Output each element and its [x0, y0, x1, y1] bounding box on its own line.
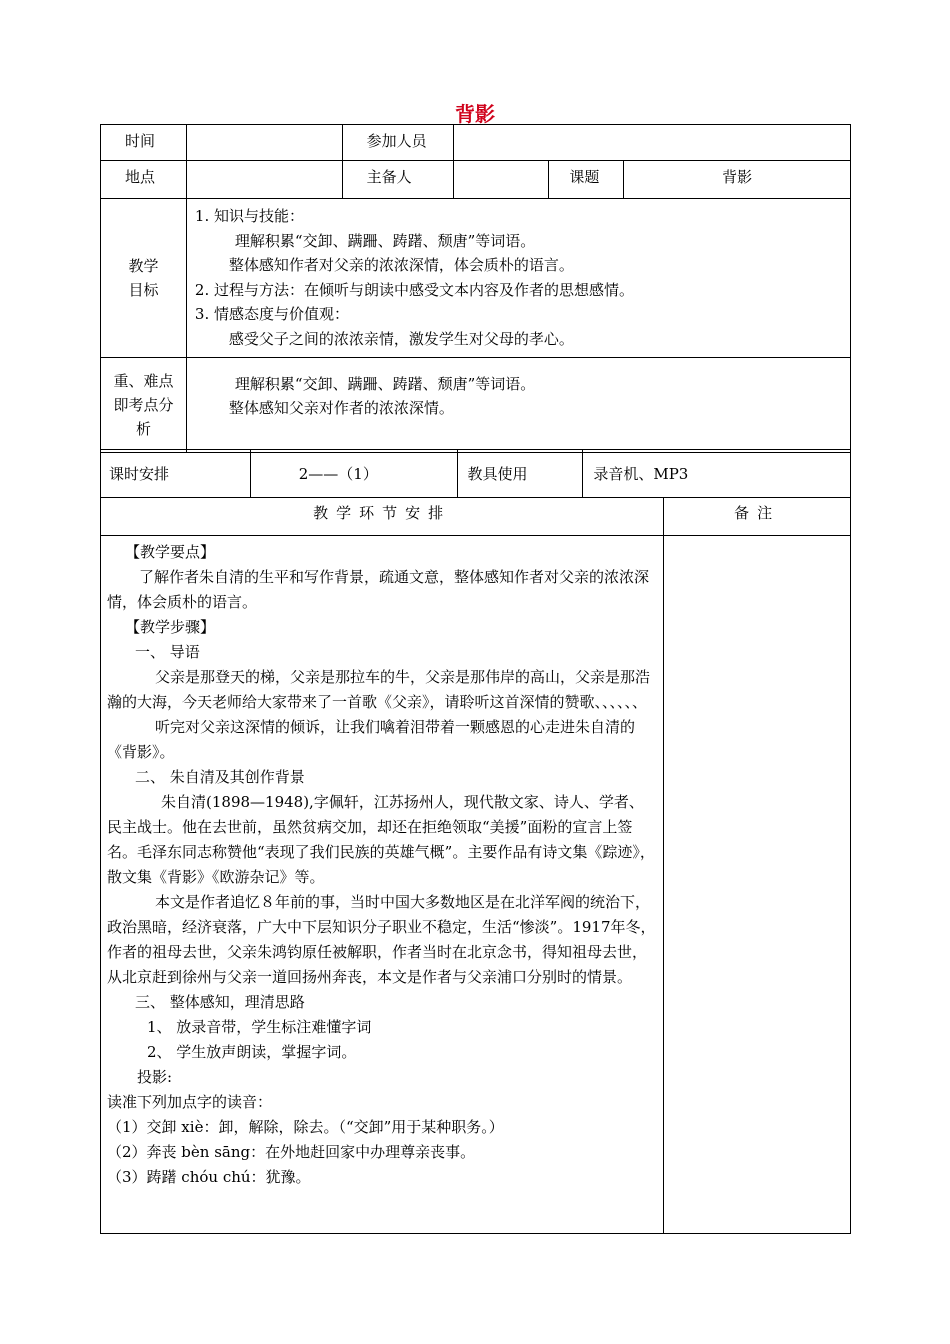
steps-heading: 【教学步骤】 [125, 618, 216, 636]
reading-prompt: 读准下列加点字的读音： [107, 1093, 273, 1111]
place-value [186, 161, 342, 199]
topic-label: 课题 [549, 161, 624, 199]
word-item: （1）交卸 xiè：卸，解除，除去。（“交卸”用于某种职务。） [107, 1118, 504, 1136]
points-text: 了解作者朱自清的生平和写作背景，疏通文意，整体感知作者对父亲的浓浓深情，体会质朴的语言。 [107, 568, 650, 611]
goal-line: 理解积累“交卸、蹒跚、踌躇、颓唐”等词语。 [234, 231, 536, 250]
goal-line: 感受父子之间的浓浓亲情，激发学生对父母的孝心。 [228, 329, 574, 348]
key-line: 整体感知父亲对作者的浓浓深情。 [228, 399, 454, 417]
paragraph: 朱自清(1898—1948),字佩轩，江苏扬州人，现代散文家、诗人、学者、民主战士。他在去世前，虽然贫病交加，却还在拒绝领取“美援”面粉的宣言上签名。毛泽东同志称赞他“表现了我们民族的英雄气概”。主要作品有诗文集《踪迹》，散文集《背影》《欧游杂记》等。 [107, 793, 655, 886]
goal-line: 3. 情感态度与价值观： [194, 305, 350, 323]
section-heading: 一、 导语 [135, 643, 200, 661]
paragraph: 本文是作者追忆８年前的事，当时中国大多数地区是在北洋军阀的统治下，政治黑暗，经济衰落，广大中下层知识分子职业不稳定，生活“惨淡”。1917年冬，作者的祖母去世，父亲朱鸿钧原任被解职，作者当时在北京念书，得知祖母去世，从北京赶到徐州与父亲一道回扬州奔丧，本文是作者与父亲浦口分别时的情景。 [107, 893, 656, 986]
notes-header: 备注 [664, 498, 851, 536]
schedule-table [100, 449, 851, 498]
participants-value [453, 125, 850, 161]
paragraph: 父亲是那登天的梯，父亲是那拉车的牛，父亲是那伟岸的高山，父亲是那浩瀚的大海，今天老师给大家带来了一首歌《父亲》，请聆听这首深情的赞歌、、、、、、 [107, 668, 651, 711]
goals-label-line: 教学 [128, 257, 159, 275]
tools-value: 录音机、MP3 [583, 450, 851, 498]
hours-value: 2——（1） [250, 450, 457, 498]
goal-line: 2. 过程与方法：在倾听与朗读中感受文本内容及作者的思想感情。 [194, 280, 635, 299]
preparer-label: 主备人 [342, 161, 453, 199]
paragraph: 听完对父亲这深情的倾诉，让我们噙着泪带着一颗感恩的心走进朱自清的《背影》。 [107, 718, 636, 761]
time-value [186, 125, 342, 161]
time-label: 时间 [101, 125, 187, 161]
key-points-label [101, 358, 187, 453]
lesson-info-table [100, 124, 851, 453]
preparer-value [453, 161, 549, 199]
goals-label [101, 199, 187, 358]
key-line: 理解积累“交卸、蹒跚、踌躇、颓唐”等词语。 [234, 375, 536, 393]
participants-label: 参加人员 [342, 125, 453, 161]
steps-header: 教学环节安排 [101, 498, 664, 536]
key-label-line: 即考点分 [113, 396, 174, 414]
list-item: 2、 学生放声朗读，掌握字词。 [147, 1043, 357, 1061]
section-heading: 二、 朱自清及其创作背景 [135, 768, 305, 786]
word-item: （2）奔丧 bèn sāng：在外地赶回家中办理尊亲丧事。 [107, 1143, 476, 1161]
goal-line: 1. 知识与技能： [194, 207, 305, 225]
key-label-line: 析 [135, 420, 151, 438]
notes-column [664, 536, 851, 1234]
list-item: 1、 放录音带，学生标注难懂字词 [147, 1018, 372, 1036]
tools-label: 教具使用 [457, 450, 583, 498]
place-label: 地点 [101, 161, 187, 199]
goals-label-line: 目标 [128, 281, 159, 299]
projection-label: 投影: [137, 1068, 173, 1086]
key-points-content [186, 358, 850, 453]
teaching-steps-table [100, 497, 851, 1234]
goal-line: 整体感知作者对父亲的浓浓深情，体会质朴的语言。 [228, 256, 574, 274]
goals-content [186, 199, 850, 358]
topic-value: 背影 [624, 161, 851, 199]
page-title: 背影 [455, 102, 495, 126]
teaching-content [101, 536, 664, 1234]
word-item: （3）踌躇 chóu chú：犹豫。 [107, 1168, 311, 1186]
points-heading: 【教学要点】 [125, 543, 216, 561]
section-heading: 三、 整体感知，理清思路 [135, 993, 305, 1011]
key-label-line: 重、难点 [113, 372, 174, 390]
hours-label: 课时安排 [101, 450, 251, 498]
